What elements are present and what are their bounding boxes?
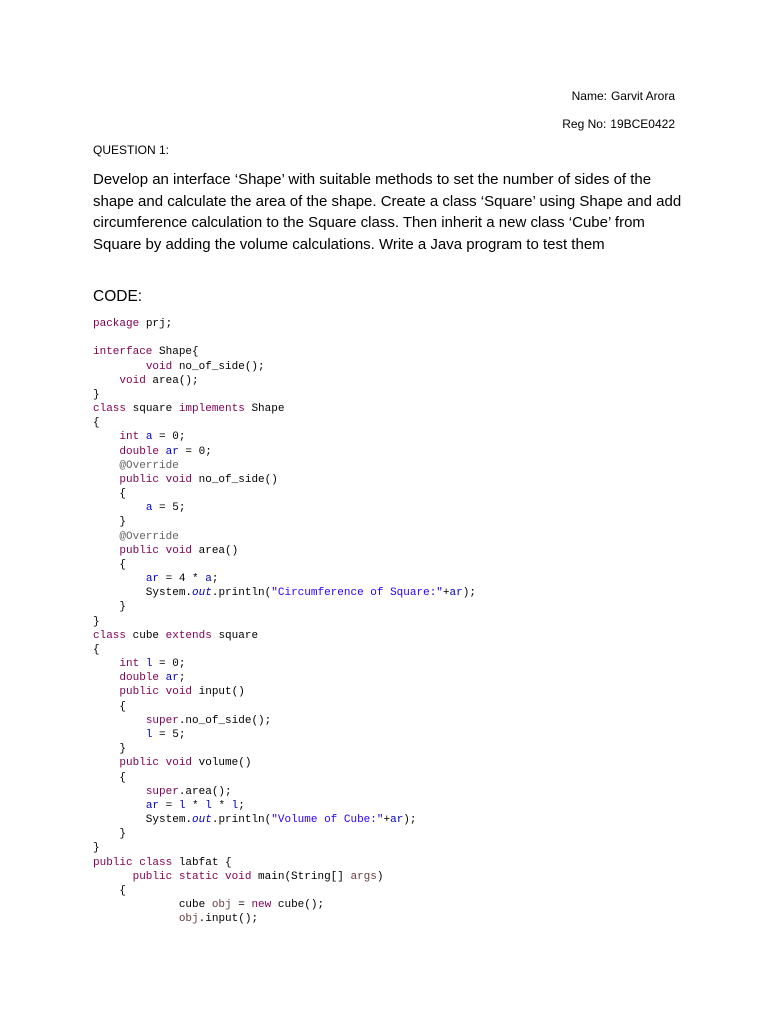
code-keyword: public <box>119 544 160 557</box>
code-annotation: @Override <box>119 530 179 543</box>
code-text: no_of_side() <box>192 473 278 486</box>
code-local-variable: args <box>350 870 377 883</box>
code-line <box>93 586 476 600</box>
code-string: "Circumference of Square:" <box>271 587 443 600</box>
code-field: ar <box>165 672 179 685</box>
code-keyword: void <box>165 686 193 699</box>
code-text: cube(); <box>271 899 325 912</box>
code-line <box>93 416 476 430</box>
code-keyword: extends <box>165 629 212 642</box>
code-line <box>93 884 476 898</box>
code-text <box>159 672 166 684</box>
code-line <box>93 558 476 572</box>
code-line <box>93 430 476 444</box>
code-text: volume() <box>192 757 252 770</box>
code-line <box>93 700 476 714</box>
code-field: a <box>145 502 153 515</box>
code-text: ) <box>376 870 384 883</box>
code-field: l <box>145 728 153 741</box>
code-line <box>93 388 476 402</box>
code-text <box>159 757 166 769</box>
code-text: ; <box>211 573 219 586</box>
code-text <box>159 686 166 698</box>
code-keyword: implements <box>178 403 245 416</box>
code-keyword: int <box>119 431 140 444</box>
code-keyword: void <box>165 757 193 770</box>
code-text <box>93 715 146 727</box>
code-text: } <box>93 743 127 756</box>
code-text: * <box>185 799 206 812</box>
code-line <box>93 629 476 643</box>
code-text: { <box>93 700 127 713</box>
code-text: { <box>93 643 100 656</box>
code-text: labfat { <box>172 856 232 869</box>
code-line <box>93 515 476 529</box>
code-line <box>93 771 476 785</box>
code-line <box>93 785 476 799</box>
code-text: prj; <box>139 318 173 330</box>
code-text: + <box>383 814 391 827</box>
code-line <box>93 756 476 770</box>
registration-number-line <box>562 117 675 131</box>
code-keyword: public <box>119 686 160 699</box>
code-text <box>93 375 119 387</box>
code-text <box>159 545 166 557</box>
author-name-line <box>572 89 675 103</box>
code-keyword: class <box>93 403 127 416</box>
code-field: ar <box>390 814 404 827</box>
code-line <box>93 657 476 671</box>
code-text: { <box>93 771 127 784</box>
code-line <box>93 487 476 501</box>
code-text: ); <box>462 587 476 600</box>
code-text: = <box>159 799 179 812</box>
code-keyword: public <box>119 757 160 770</box>
code-text <box>93 474 119 486</box>
code-text <box>139 431 146 443</box>
code-text <box>93 573 146 585</box>
code-field: ar <box>449 587 463 600</box>
code-text <box>159 446 166 458</box>
code-text <box>93 658 119 670</box>
code-field: a <box>205 573 212 586</box>
code-text: } <box>93 516 127 529</box>
code-text: Shape{ <box>152 346 199 359</box>
code-text: ; <box>178 672 186 685</box>
code-text: area() <box>192 544 239 557</box>
code-field: a <box>145 431 153 444</box>
code-text: main(String[] <box>251 870 351 883</box>
code-text <box>159 474 166 486</box>
code-line <box>93 544 476 558</box>
code-text: input() <box>192 686 245 699</box>
code-line <box>93 728 476 742</box>
code-text: * <box>211 799 232 812</box>
code-text: .no_of_side(); <box>178 714 272 727</box>
code-text: = 5; <box>152 502 186 515</box>
code-text: { <box>93 884 127 897</box>
code-text: System. <box>93 814 193 827</box>
code-line <box>93 360 476 374</box>
code-field: ar <box>165 445 179 458</box>
code-text <box>93 361 146 373</box>
code-text: { <box>93 488 127 501</box>
code-keyword: super <box>145 714 179 727</box>
code-block <box>93 317 476 926</box>
code-line <box>93 459 476 473</box>
code-text: ); <box>403 814 417 827</box>
code-keyword: package <box>93 318 140 330</box>
code-keyword: class <box>139 856 173 869</box>
code-text <box>93 502 146 514</box>
code-text: = 4 * <box>159 573 206 586</box>
registration-number: 19BCE0422 <box>610 117 675 131</box>
code-keyword: public <box>119 473 160 486</box>
code-string: "Volume of Cube:" <box>271 814 384 827</box>
code-line <box>93 331 476 345</box>
code-keyword: public <box>132 870 173 883</box>
code-heading: CODE: <box>93 288 143 305</box>
code-text: } <box>93 828 127 841</box>
code-text: } <box>93 601 127 614</box>
code-field: ar <box>145 573 160 586</box>
code-field: l <box>178 799 186 812</box>
code-field: l <box>231 799 239 812</box>
code-text <box>93 800 146 812</box>
code-keyword: void <box>165 473 193 486</box>
author-name: Garvit Arora <box>610 89 675 103</box>
code-text: .println( <box>211 587 272 600</box>
code-text: = 0; <box>152 431 186 444</box>
code-text <box>93 531 119 543</box>
code-text: System. <box>93 587 193 600</box>
code-line <box>93 870 476 884</box>
code-text: cube <box>126 629 166 642</box>
code-text <box>93 446 119 458</box>
code-text: .area(); <box>178 785 232 798</box>
code-line <box>93 898 476 912</box>
code-line <box>93 912 476 926</box>
code-line <box>93 317 476 331</box>
code-line <box>93 685 476 699</box>
code-text: } <box>93 615 100 628</box>
code-text: ; <box>238 799 245 812</box>
code-text: square <box>211 629 259 642</box>
code-text <box>93 672 119 684</box>
code-line <box>93 530 476 544</box>
code-text: } <box>93 842 100 855</box>
code-text <box>93 871 133 883</box>
code-keyword: void <box>225 870 252 883</box>
code-keyword: double <box>119 672 160 685</box>
code-text <box>139 658 146 670</box>
code-text <box>93 913 179 925</box>
code-text: cube <box>93 899 212 912</box>
code-text <box>93 757 119 769</box>
code-line <box>93 374 476 388</box>
code-line <box>93 600 476 614</box>
code-text: .println( <box>211 814 272 827</box>
code-line <box>93 473 476 487</box>
code-line <box>93 671 476 685</box>
code-local-variable: obj <box>178 913 199 926</box>
code-keyword: void <box>119 374 146 387</box>
code-line <box>93 813 476 827</box>
code-text: area(); <box>145 374 199 387</box>
code-field: ar <box>145 799 160 812</box>
code-keyword: double <box>119 445 160 458</box>
code-line <box>93 572 476 586</box>
code-line <box>93 501 476 515</box>
question-text: Develop an interface ‘Shape’ with suitable methods to set the number of sides of the shape and calculate the area of the shape. Create a class ‘Square’ using Shape and add circumference calculation to the Square class. Then inherit a new class ‘Cube’ from Square by adding the volume calculations. Write a Java program to test them <box>93 171 682 253</box>
code-annotation: @Override <box>119 459 179 472</box>
code-line <box>93 827 476 841</box>
code-text: { <box>93 417 100 430</box>
code-line <box>93 841 476 855</box>
name-label: Name: <box>571 89 607 103</box>
code-text: = 0; <box>152 658 186 671</box>
code-keyword: int <box>119 658 140 671</box>
code-text: { <box>93 558 127 571</box>
code-line <box>93 402 476 416</box>
code-line <box>93 742 476 756</box>
code-text: no_of_side(); <box>172 360 265 373</box>
code-text <box>93 545 119 557</box>
code-text: .input(); <box>198 913 259 926</box>
code-line <box>93 643 476 657</box>
code-keyword: static <box>178 870 219 883</box>
question-heading: QUESTION 1: <box>93 143 170 157</box>
code-line <box>93 445 476 459</box>
code-line <box>93 345 476 359</box>
code-text: = 0; <box>178 445 212 458</box>
code-keyword: void <box>165 544 193 557</box>
code-keyword: class <box>93 629 127 642</box>
code-keyword: new <box>251 899 272 912</box>
code-keyword: super <box>145 785 179 798</box>
code-text: + <box>442 587 450 600</box>
code-field: l <box>145 658 153 671</box>
code-line <box>93 856 476 870</box>
code-keyword: void <box>145 360 173 373</box>
code-line <box>93 714 476 728</box>
code-text: } <box>93 388 100 401</box>
code-line <box>93 799 476 813</box>
code-field: l <box>205 799 212 812</box>
code-keyword: public <box>93 856 133 869</box>
code-local-variable: obj <box>211 899 232 912</box>
code-static-field: out <box>192 814 212 827</box>
code-text: = 5; <box>152 728 186 741</box>
code-text <box>93 786 146 798</box>
code-line <box>93 615 476 629</box>
code-text: = <box>231 899 252 912</box>
code-text <box>93 729 146 741</box>
code-text: Shape <box>244 403 285 416</box>
code-static-field: out <box>192 587 212 600</box>
code-text <box>93 431 119 443</box>
code-text <box>172 871 179 883</box>
code-text <box>93 686 119 698</box>
reg-label: Reg No: <box>562 117 607 131</box>
code-keyword: interface <box>93 346 153 359</box>
code-text: square <box>126 403 179 416</box>
code-text <box>93 460 119 472</box>
